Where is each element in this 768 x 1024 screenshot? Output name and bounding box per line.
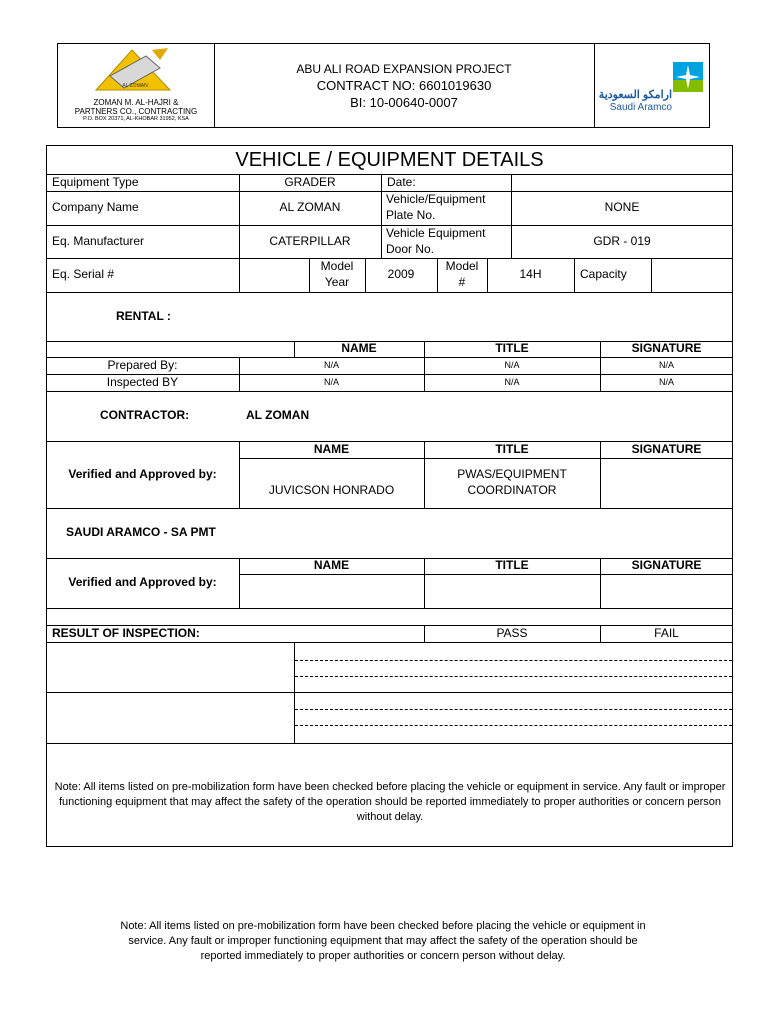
- contractor-signature[interactable]: [600, 458, 733, 508]
- aramco-star-icon: [673, 62, 703, 92]
- logo-line-1: ZOMAN M. AL-HAJRI &: [93, 98, 179, 107]
- contractor-title[interactable]: PWAS/EQUIPMENT COORDINATOR: [457, 467, 567, 497]
- door-no-label: Vehicle Equipment Door No.: [386, 225, 486, 256]
- remarks-label-cell-1: [47, 643, 293, 692]
- project-title: ABU ALI ROAD EXPANSION PROJECT: [296, 62, 512, 76]
- saudi-aramco-logo: [596, 46, 708, 126]
- aramco-name[interactable]: [239, 574, 424, 608]
- inspected-by-title[interactable]: N/A: [504, 376, 520, 387]
- capacity-value[interactable]: [651, 258, 733, 292]
- model-year-value[interactable]: 2009: [387, 267, 415, 282]
- result-label: RESULT OF INSPECTION:: [52, 625, 200, 640]
- manufacturer-value[interactable]: CATERPILLAR: [269, 233, 351, 248]
- date-value[interactable]: [511, 174, 733, 191]
- rental-header-signature: SIGNATURE: [631, 341, 702, 356]
- contractor-verified-label: Verified and Approved by:: [68, 466, 217, 481]
- prepared-by-title[interactable]: N/A: [504, 359, 520, 370]
- aramco-header-signature: SIGNATURE: [631, 558, 702, 573]
- rental-header-title: TITLE: [495, 341, 529, 356]
- remarks-box-2[interactable]: [295, 693, 732, 743]
- prepared-by-label: Prepared By:: [107, 357, 178, 372]
- prepared-by-signature[interactable]: N/A: [658, 359, 674, 370]
- aramco-verified-label: Verified and Approved by:: [68, 575, 217, 590]
- door-no-value[interactable]: GDR - 019: [593, 233, 651, 248]
- serial-label: Eq. Serial #: [52, 267, 115, 282]
- note-outer: Note: All items listed on pre-mobilization form have been checked before placing the vehicle or equipment in service. Any fault or improper functioning equipment that may affect the safety of the operation should be reported immediately to proper authorities or concern person without delay.: [120, 920, 646, 962]
- aramco-header-name: NAME: [313, 558, 350, 573]
- company-name-label: Company Name: [52, 200, 139, 215]
- company-name-value[interactable]: AL ZOMAN: [279, 200, 341, 215]
- model-no-label: Model #: [445, 259, 479, 289]
- bi-number: BI: 10-00640-0007: [350, 95, 458, 110]
- plate-no-label: Vehicle/Equipment Plate No.: [386, 192, 486, 222]
- contractor-name[interactable]: JUVICSON HONRADO: [268, 483, 395, 498]
- aramco-arabic: ارامكو السعودية: [598, 89, 672, 101]
- prepared-by-name[interactable]: N/A: [323, 359, 339, 370]
- plate-no-value[interactable]: NONE: [604, 200, 640, 215]
- remarks-label-cell-2: [47, 693, 293, 743]
- contractor-header-signature: SIGNATURE: [631, 441, 702, 456]
- model-year-label: Model Year: [320, 259, 354, 289]
- rental-header-name: NAME: [341, 341, 377, 356]
- inspected-by-signature[interactable]: N/A: [658, 376, 674, 387]
- manufacturer-label: Eq. Manufacturer: [52, 233, 145, 248]
- contractor-value: AL ZOMAN: [246, 408, 310, 423]
- logo-brand: AL ZOMAN: [122, 83, 148, 89]
- aramco-header-title: TITLE: [495, 558, 529, 573]
- inspected-by-label: Inspected BY: [106, 374, 179, 389]
- aramco-label: SAUDI ARAMCO - SA PMT: [66, 525, 216, 540]
- rental-label: RENTAL :: [116, 309, 171, 324]
- serial-value[interactable]: [239, 258, 309, 292]
- result-pass[interactable]: PASS: [496, 625, 528, 640]
- note-inner: Note: All items listed on pre-mobilization form have been checked before placing the vehicle or equipment in service. Any fault or improper functioning equipment that may affect the safety of the operation should be reported immediately to proper authorities or concern person without delay.: [54, 781, 726, 823]
- aramco-signature[interactable]: [600, 574, 733, 608]
- remarks-box-1[interactable]: [295, 643, 732, 692]
- contractor-header-title: TITLE: [495, 441, 529, 456]
- contractor-label: CONTRACTOR:: [100, 408, 190, 423]
- zoman-logo: [60, 46, 212, 126]
- form-title: VEHICLE / EQUIPMENT DETAILS: [235, 149, 544, 171]
- date-label: Date:: [387, 174, 416, 189]
- inspected-by-name[interactable]: N/A: [323, 376, 339, 387]
- logo-line-2: PARTNERS CO., CONTRACTING: [74, 107, 198, 116]
- equipment-type-label: Equipment Type: [52, 174, 139, 189]
- aramco-title[interactable]: [424, 574, 600, 608]
- result-fail[interactable]: FAIL: [654, 625, 679, 640]
- logo-line-3: P.O. BOX 20371, AL-KHOBAR 31952, KSA: [83, 116, 189, 122]
- capacity-label: Capacity: [580, 267, 627, 282]
- contract-number: CONTRACT NO: 6601019630: [316, 78, 492, 93]
- aramco-english: Saudi Aramco: [609, 102, 672, 113]
- equipment-type-value[interactable]: GRADER: [284, 174, 336, 189]
- model-no-value[interactable]: 14H: [519, 267, 542, 282]
- contractor-header-name: NAME: [313, 441, 350, 456]
